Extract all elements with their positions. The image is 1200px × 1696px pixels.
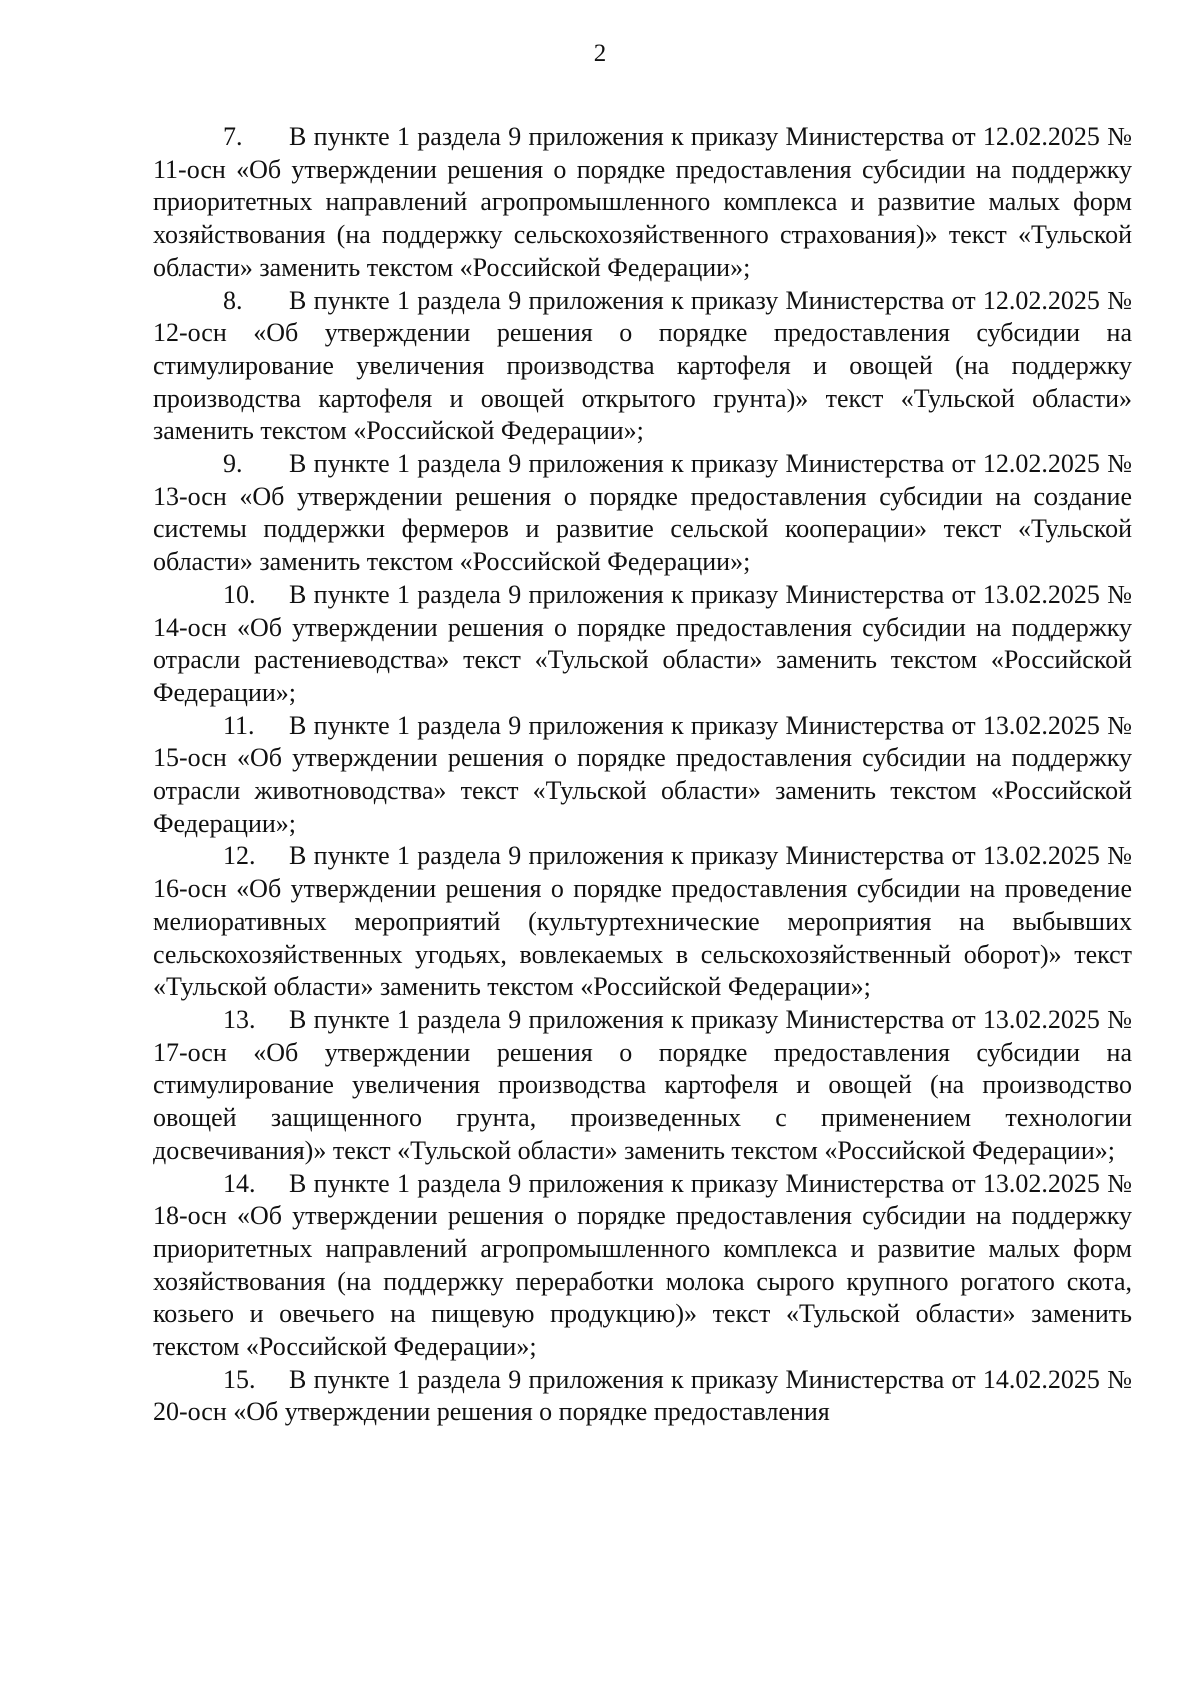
- item-text: В пункте 1 раздела 9 приложения к приказу Министерства от 13.02.2025 № 14-осн «Об утверждении решения о порядке предоставления субсидии на поддержку отрасли растениеводства» текст «Тульской области» заменить текстом «Российской Федерации»;: [153, 579, 1132, 707]
- item-number: 7.: [223, 122, 243, 151]
- item-text: В пункте 1 раздела 9 приложения к приказу Министерства от 12.02.2025 № 11-осн «Об утверждении решения о порядке предоставления субсидии на поддержку приоритетных направлений агропромышленного комплекса и развитие малых форм хозяйствования (на поддержку сельскохозяйственного страхования)» текст «Тульской области» заменить текстом «Российской Федерации»;: [153, 122, 1132, 282]
- item-text: В пункте 1 раздела 9 приложения к приказу Министерства от 13.02.2025 № 17-осн «Об утверждении решения о порядке предоставления субсидии на стимулирование увеличения производства картофеля и овощей (на производство овощей защищенного грунта, произведенных с применением технологии досвечивания)» текст «Тульской области» заменить текстом «Российской Федерации»;: [153, 1004, 1132, 1165]
- item-number: 15.: [223, 1364, 256, 1394]
- item-number: 10.: [223, 579, 256, 609]
- item-number: 13.: [223, 1004, 256, 1034]
- item-text: В пункте 1 раздела 9 приложения к приказу Министерства от 14.02.2025 № 20-осн «Об утверждении решения о порядке предоставления: [153, 1364, 1132, 1427]
- list-item: [153, 1004, 1132, 1168]
- item-text: В пункте 1 раздела 9 приложения к приказу Министерства от 12.02.2025 № 12-осн «Об утверждении решения о порядке предоставления субсидии на стимулирование увеличения производства картофеля и овощей (на поддержку производства картофеля и овощей открытого грунта)» текст «Тульской области» заменить текстом «Российской Федерации»;: [153, 285, 1132, 446]
- item-text: В пункте 1 раздела 9 приложения к приказу Министерства от 12.02.2025 № 13-осн «Об утверждении решения о порядке предоставления субсидии на создание системы поддержки фермеров и развитие сельской кооперации» текст «Тульской области» заменить текстом «Российской Федерации»;: [153, 449, 1132, 577]
- page-number: 2: [593, 40, 607, 67]
- item-number: 14.: [223, 1168, 256, 1198]
- list-item: [153, 840, 1132, 1004]
- item-text: В пункте 1 раздела 9 приложения к приказу Министерства от 13.02.2025 № 15-осн «Об утверждении решения о порядке предоставления субсидии на поддержку отрасли животноводства» текст «Тульской области» заменить текстом «Российской Федерации»;: [153, 710, 1132, 838]
- item-text: В пункте 1 раздела 9 приложения к приказу Министерства от 13.02.2025 № 16-осн «Об утверждении решения о порядке предоставления субсидии на проведение мелиоративных мероприятий (культуртехнические мероприятия на выбывших сельскохозяйственных угодьях, вовлекаемых в сельскохозяйственный оборот)» текст «Тульской области» заменить текстом «Российской Федерации»;: [153, 841, 1132, 1002]
- document-body: [153, 121, 1132, 1429]
- item-number: 12.: [223, 841, 256, 871]
- list-item: [153, 1364, 1132, 1429]
- item-number: 9.: [223, 449, 243, 479]
- item-number: 8.: [223, 285, 243, 315]
- item-text: В пункте 1 раздела 9 приложения к приказу Министерства от 13.02.2025 № 18-осн «Об утверждении решения о порядке предоставления субсидии на поддержку приоритетных направлений агропромышленного комплекса и развитие малых форм хозяйствования (на поддержку переработки молока сырого крупного рогатого скота, козьего и овечьего на пищевую продукцию)» текст «Тульской области» заменить текстом «Российской Федерации»;: [153, 1168, 1132, 1362]
- list-item: [153, 710, 1132, 841]
- list-item: [153, 579, 1132, 710]
- list-item: [153, 285, 1132, 449]
- item-number: 11.: [223, 710, 255, 740]
- list-item: [153, 1168, 1132, 1364]
- list-item: [153, 121, 1132, 285]
- list-item: [153, 448, 1132, 579]
